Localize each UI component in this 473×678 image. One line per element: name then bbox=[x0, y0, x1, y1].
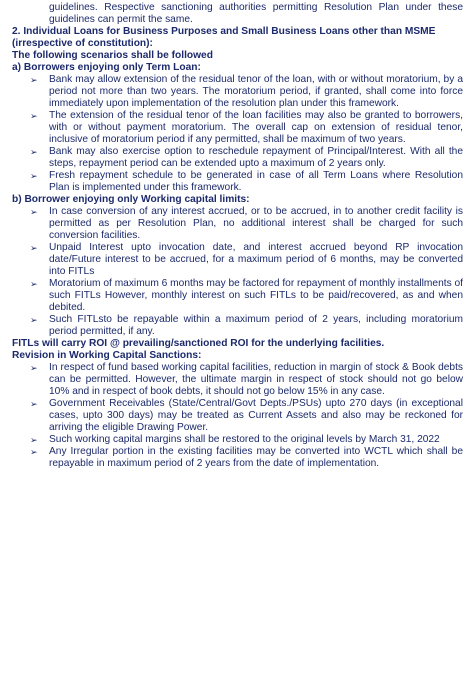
list-item-text: In case conversion of any interest accrued, or to be accrued, in to another credit facility is permitted as per Resolution Plan, no additional interest shall be charged for such conversion facilities. bbox=[49, 206, 463, 241]
arrow-bullet-icon: ➢ bbox=[30, 363, 38, 373]
list-item bbox=[30, 434, 463, 446]
arrow-bullet-icon: ➢ bbox=[30, 399, 38, 409]
list-item-text: Bank may also exercise option to reschedule repayment of Principal/Interest. With all the steps, repayment period can be extended upto a maximum of 2 years only. bbox=[49, 146, 463, 169]
section-2-heading: 2. Individual Loans for Business Purposes and Small Business Loans other than MSME (irrespective of constitution): bbox=[12, 26, 436, 49]
list-item bbox=[30, 362, 463, 398]
list-item-text: Such working capital margins shall be restored to the original levels by March 31, 2022 bbox=[49, 434, 440, 445]
revision-bullet-list bbox=[12, 362, 463, 470]
arrow-bullet-icon: ➢ bbox=[30, 243, 38, 253]
list-item bbox=[30, 446, 463, 470]
list-item bbox=[30, 74, 463, 110]
arrow-bullet-icon: ➢ bbox=[30, 75, 38, 85]
arrow-bullet-icon: ➢ bbox=[30, 111, 38, 121]
working-capital-bullet-list bbox=[12, 206, 463, 338]
list-item-text: In respect of fund based working capital facilities, reduction in margin of stock & Book debts can be permitted. However, the ultimate margin in respect of stock should not go below 10% and in respect of book debts, it should not go below 15% in any case. bbox=[49, 362, 463, 397]
revision-heading: Revision in Working Capital Sanctions: bbox=[12, 350, 202, 361]
subsection-a-heading: a) Borrowers enjoying only Term Loan: bbox=[12, 62, 201, 73]
list-item bbox=[30, 110, 463, 146]
arrow-bullet-icon: ➢ bbox=[30, 207, 38, 217]
arrow-bullet-icon: ➢ bbox=[30, 447, 38, 457]
list-item-text: The extension of the residual tenor of the loan facilities may also be granted to borrowers, with or without payment moratorium. The overall cap on extension of residual tenor, inclusive of moratorium period if any permitted, shall be maximum of two years. bbox=[49, 110, 463, 145]
list-item bbox=[30, 206, 463, 242]
arrow-bullet-icon: ➢ bbox=[30, 147, 38, 157]
list-item bbox=[30, 146, 463, 170]
list-item-text: Bank may allow extension of the residual tenor of the loan, with or without moratorium, by a period not more than two years. The moratorium period, if granted, shall come into force immediately upon implementation of the resolution plan under this framework. bbox=[49, 74, 463, 109]
term-loan-bullet-list bbox=[12, 74, 463, 194]
list-item bbox=[30, 398, 463, 434]
list-item-text: Such FITLsto be repayable within a maximum period of 2 years, including moratorium period permitted, if any. bbox=[49, 314, 463, 337]
list-item bbox=[30, 170, 463, 194]
continuation-paragraph: guidelines. Respective sanctioning authorities permitting Resolution Plan under these guidelines can permit the same. bbox=[49, 2, 463, 25]
list-item-text: Fresh repayment schedule to be generated in case of all Term Loans where Resolution Plan is implemented under this framework. bbox=[49, 170, 463, 193]
list-item bbox=[30, 314, 463, 338]
arrow-bullet-icon: ➢ bbox=[30, 171, 38, 181]
list-item-text: Unpaid Interest upto invocation date, and interest accrued beyond RP invocation date/Future interest to be accrued, for a maximum period of 6 months, may be converted into FITLs bbox=[49, 242, 463, 277]
list-item bbox=[30, 242, 463, 278]
list-item-text: Moratorium of maximum 6 months may be factored for repayment of monthly installments of such FITLs However, monthly interest on such FITLs to be paid/recovered, as and when debited. bbox=[49, 278, 463, 313]
list-item bbox=[30, 278, 463, 314]
list-item-text: Government Receivables (State/Central/Govt Depts./PSUs) upto 270 days (in exceptional cases, upto 300 days) may be treated as Current Assets and also may be reckoned for arriving the eligible Drawing Power. bbox=[49, 398, 463, 433]
arrow-bullet-icon: ➢ bbox=[30, 435, 38, 445]
arrow-bullet-icon: ➢ bbox=[30, 315, 38, 325]
fitl-roi-note: FITLs will carry ROI @ prevailing/sanctioned ROI for the underlying facilities. bbox=[12, 338, 385, 349]
list-item-text: Any Irregular portion in the existing facilities may be converted into WCTL which shall be repayable in maximum period of 2 years from the date of implementation. bbox=[49, 446, 463, 469]
subsection-b-heading: b) Borrower enjoying only Working capital limits: bbox=[12, 194, 250, 205]
section-2-intro: The following scenarios shall be followed bbox=[12, 50, 213, 61]
arrow-bullet-icon: ➢ bbox=[30, 279, 38, 289]
